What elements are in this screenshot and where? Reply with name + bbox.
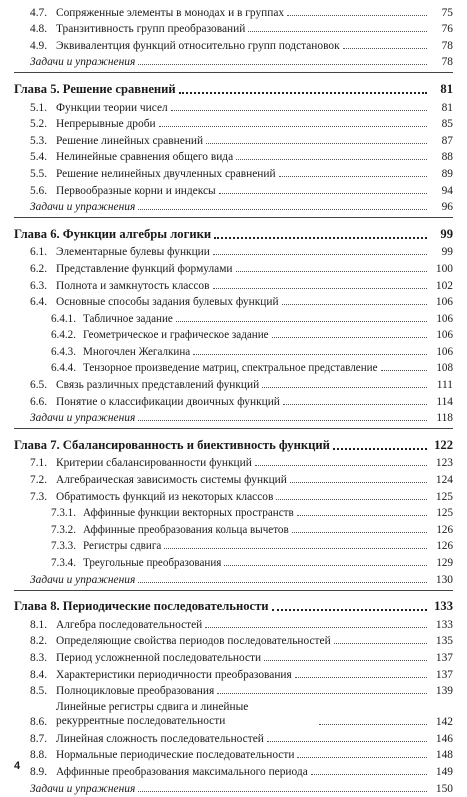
toc-entry-page: 149 xyxy=(435,765,453,778)
dot-leader xyxy=(219,193,427,194)
toc-entry-page: 94 xyxy=(441,184,453,197)
toc-entry-title: Характеристики периодичности преобразования xyxy=(56,668,292,681)
dot-leader xyxy=(248,31,427,32)
toc-entry xyxy=(0,327,467,344)
page-number: 4 xyxy=(14,760,21,772)
toc-entry xyxy=(0,165,467,182)
toc-entry-number: 8.9. xyxy=(30,765,48,778)
toc-entry-title: Решение нелинейных двучленных сравнений xyxy=(56,167,276,180)
dot-leader xyxy=(319,724,427,725)
toc-chapter xyxy=(0,78,467,99)
toc-entry-body xyxy=(14,82,429,97)
toc-entry xyxy=(0,488,467,505)
toc-entry-body xyxy=(30,783,429,795)
toc-entry xyxy=(0,116,467,133)
toc-entry xyxy=(0,633,467,650)
dot-leader xyxy=(262,387,427,388)
toc-entry-body xyxy=(30,619,429,631)
toc-entry-page: 85 xyxy=(441,118,453,131)
toc-entry-title: Задачи и упражнения xyxy=(30,412,136,425)
toc-entry-page: 89 xyxy=(441,167,453,180)
dot-leader xyxy=(214,237,427,239)
dot-leader xyxy=(179,92,427,94)
toc-entry-title: Линейная сложность последовательностей xyxy=(56,732,264,745)
toc-entry xyxy=(0,360,467,377)
chapter-separator xyxy=(14,428,453,429)
toc-entry-page: 125 xyxy=(435,490,453,503)
dot-leader xyxy=(217,693,427,694)
toc-entry-page: 78 xyxy=(441,39,453,52)
toc-entry-number: 5.2. xyxy=(30,118,48,131)
dot-leader xyxy=(333,448,427,450)
toc-entry-body xyxy=(30,135,429,147)
toc-entry-title: Многочлен Жегалкина xyxy=(83,345,191,358)
toc-entry-page: 118 xyxy=(436,412,453,425)
toc-exercises xyxy=(0,780,467,797)
toc-entry-number: 5.6. xyxy=(30,184,48,197)
toc-entry-page: 126 xyxy=(436,523,453,536)
toc-entry-number: 5.1. xyxy=(30,101,48,114)
toc-chapter xyxy=(0,223,467,244)
toc-entry-number: 6.5. xyxy=(30,379,48,392)
toc-exercises xyxy=(0,410,467,427)
dot-leader xyxy=(282,304,427,305)
dot-leader xyxy=(334,643,427,644)
toc-entry-number: 6.6. xyxy=(30,395,48,408)
toc-entry-title: Функции теории чисел xyxy=(56,101,168,114)
toc-entry-number: 5.4. xyxy=(30,151,48,164)
toc-exercises xyxy=(0,199,467,216)
toc-entry-title: Задачи и упражнения xyxy=(30,782,136,795)
toc-entry-number: 6.4.2. xyxy=(51,329,76,342)
toc-entry xyxy=(0,730,467,747)
toc-entry xyxy=(0,393,467,410)
dot-leader xyxy=(138,64,427,65)
dot-leader xyxy=(292,532,427,533)
dot-leader xyxy=(138,582,427,583)
toc-entry-page: 76 xyxy=(441,23,453,36)
toc-entry-page: 123 xyxy=(435,457,453,470)
toc-entry-title: Основные способы задания булевых функций xyxy=(56,296,279,309)
toc-entry-body xyxy=(30,40,429,52)
toc-entry-title: Нелинейные сравнения общего вида xyxy=(56,151,234,164)
dot-leader xyxy=(159,126,427,127)
toc-entry xyxy=(0,132,467,149)
toc-entry-body xyxy=(30,685,429,697)
toc-entry-number: 7.2. xyxy=(30,474,48,487)
toc-entry-body xyxy=(51,346,429,358)
toc-entry xyxy=(0,21,467,38)
toc-entry-body xyxy=(30,118,429,130)
toc-entry-number: 8.2. xyxy=(30,635,48,648)
toc-entry-page: 106 xyxy=(436,329,453,342)
toc-entry xyxy=(0,343,467,360)
toc-entry-number: 7.1. xyxy=(30,457,48,470)
toc-entry-page: 111 xyxy=(436,379,453,392)
dot-leader xyxy=(264,660,427,661)
toc-entry-number: 7.3. xyxy=(30,490,48,503)
dot-leader xyxy=(311,774,427,775)
toc-entry-body xyxy=(30,457,429,469)
toc-entry-body xyxy=(30,700,429,728)
toc-entry-page: 81 xyxy=(440,81,453,96)
toc-entry-title: Нормальные периодические последовательности xyxy=(56,749,295,762)
toc-entry-body xyxy=(30,280,429,292)
dot-leader xyxy=(193,354,427,355)
dot-leader xyxy=(295,677,427,678)
toc-entry-page: 78 xyxy=(441,56,453,69)
toc-entry-body xyxy=(30,56,429,68)
toc-entry-number: 8.4. xyxy=(30,668,48,681)
dot-leader xyxy=(138,420,427,421)
dot-leader xyxy=(206,143,427,144)
toc-entry-body xyxy=(30,574,429,586)
dot-leader xyxy=(290,482,427,483)
toc-entry-page: 106 xyxy=(436,312,453,325)
toc-entry-title: Глава 6. Функции алгебры логики xyxy=(14,226,212,241)
toc-entry-number: 7.3.2. xyxy=(51,523,76,536)
dot-leader xyxy=(171,110,427,111)
toc-entry-number: 7.3.4. xyxy=(51,557,76,569)
toc-entry-page: 102 xyxy=(435,279,453,292)
toc-exercises xyxy=(0,571,467,588)
dot-leader xyxy=(272,337,427,338)
toc-entry-title: Элементарные булевы функции xyxy=(56,246,210,259)
dot-leader xyxy=(267,741,427,742)
toc-entry-body xyxy=(30,379,429,391)
toc-entry-number: 6.4.3. xyxy=(51,345,76,358)
toc-entry-page: 133 xyxy=(435,618,453,631)
toc-entry-number: 4.7. xyxy=(30,6,48,19)
toc-entry-page: 142 xyxy=(435,716,453,729)
toc-entry-page: 88 xyxy=(441,151,453,164)
toc-entry-body xyxy=(14,599,429,614)
toc-entry-title: Непрерывные дроби xyxy=(56,118,156,131)
toc-entry-title: Регистры сдвига xyxy=(83,540,162,553)
dot-leader xyxy=(138,209,427,210)
dot-leader xyxy=(236,159,427,160)
toc-entry-title: Транзитивность групп преобразований xyxy=(56,23,246,36)
toc-entry xyxy=(0,666,467,683)
toc-entry-title: Аффинные функции векторных пространств xyxy=(83,507,294,520)
toc-chapter xyxy=(0,434,467,455)
toc-entry-title: Алгебраическая зависимость системы функций xyxy=(56,474,287,487)
toc-entry-number: 6.4.4. xyxy=(51,362,76,375)
dot-leader xyxy=(297,515,427,516)
table-of-contents xyxy=(0,4,467,797)
dot-leader xyxy=(272,609,427,611)
dot-leader xyxy=(255,465,427,466)
toc-entry-body xyxy=(30,396,429,408)
toc-entry-title: Период усложненной последовательности xyxy=(56,651,262,664)
toc-entry-title: Геометрическое и графическое задание xyxy=(83,329,269,342)
toc-entry-page: 124 xyxy=(435,474,453,487)
toc-entry-title: Задачи и упражнения xyxy=(30,201,136,214)
toc-entry-number: 8.7. xyxy=(30,732,48,745)
toc-entry xyxy=(0,554,467,571)
toc-chapter xyxy=(0,596,467,617)
toc-entry xyxy=(0,376,467,393)
dot-leader xyxy=(283,404,427,405)
toc-entry xyxy=(0,455,467,472)
toc-entry-body xyxy=(14,438,429,453)
toc-entry xyxy=(0,538,467,555)
toc-entry-number: 8.8. xyxy=(30,749,48,762)
toc-entry-page: 99 xyxy=(441,246,453,259)
chapter-separator xyxy=(14,72,453,73)
toc-entry xyxy=(0,616,467,633)
toc-entry-number: 6.1. xyxy=(30,246,48,259)
toc-entry-body xyxy=(14,227,429,242)
toc-entry-number: 8.1. xyxy=(30,618,48,631)
toc-entry-title: Связь различных представлений функций xyxy=(56,379,260,392)
toc-entry-title: Решение линейных сравнений xyxy=(56,134,204,147)
toc-entry-page: 125 xyxy=(436,507,453,520)
toc-entry-body xyxy=(30,296,429,308)
toc-entry-page: 146 xyxy=(435,732,453,745)
toc-entry-number: 8.5. xyxy=(30,685,48,698)
dot-leader xyxy=(138,791,427,792)
dot-leader xyxy=(381,370,428,371)
toc-entry-title: Эквивалентция функций относительно групп подстановок xyxy=(56,39,340,52)
toc-entry xyxy=(0,505,467,522)
toc-entry-title: Глава 8. Периодические последовательности xyxy=(14,599,269,614)
toc-entry xyxy=(0,99,467,116)
chapter-separator xyxy=(14,590,453,591)
toc-entry-page: 106 xyxy=(436,345,453,358)
toc-entry xyxy=(0,149,467,166)
toc-entry-page: 135 xyxy=(435,635,453,648)
toc-entry-title: Задачи и упражнения xyxy=(30,573,136,586)
toc-entry-title: Глава 7. Сбалансированность и биективность функций xyxy=(14,437,330,452)
toc-entry-body xyxy=(30,7,429,19)
toc-entry-number: 4.9. xyxy=(30,39,48,52)
toc-entry-page: 100 xyxy=(435,262,453,275)
dot-leader xyxy=(236,271,427,272)
toc-entry-title: Определяющие свойства периодов последовательностей xyxy=(56,635,331,648)
toc-entry-body xyxy=(51,313,429,325)
toc-entry-title: Полноцикловые преобразования xyxy=(56,685,215,698)
toc-entry-number: 6.3. xyxy=(30,279,48,292)
toc-entry-body xyxy=(51,329,429,341)
toc-entry-title: Алгебра последовательностей xyxy=(56,618,203,631)
toc-entry-title: Глава 5. Решение сравнений xyxy=(14,81,176,96)
toc-entry-page: 126 xyxy=(436,540,453,553)
toc-entry-number: 7.3.1. xyxy=(51,507,76,520)
toc-entry-number: 6.4.1. xyxy=(51,312,76,325)
toc-entry xyxy=(0,763,467,780)
toc-entry xyxy=(0,699,467,730)
toc-entry xyxy=(0,747,467,764)
toc-entry-title: Полнота и замкнутость классов xyxy=(56,279,210,292)
toc-entry-body xyxy=(30,246,429,258)
toc-entry-number: 6.2. xyxy=(30,262,48,275)
toc-entry-body xyxy=(30,201,429,213)
toc-entry-page: 137 xyxy=(435,651,453,664)
dot-leader xyxy=(164,548,427,549)
toc-entry-number: 6.4. xyxy=(30,296,48,309)
toc-entry-number: 7.3.3. xyxy=(51,540,76,553)
toc-entry-title: Сопряженные элементы в монодах и в группах xyxy=(56,6,285,19)
toc-entry-title: Обратимость функций из некоторых классов xyxy=(56,490,274,503)
dot-leader xyxy=(176,321,427,322)
toc-entry-body xyxy=(30,635,429,647)
toc-entry-body xyxy=(30,23,429,35)
toc-entry-page: 148 xyxy=(435,749,453,762)
toc-entry xyxy=(0,310,467,327)
toc-entry-title: Понятие о классификации двоичных функций xyxy=(56,395,280,408)
toc-entry xyxy=(0,182,467,199)
toc-entry-body xyxy=(30,474,429,486)
toc-entry-page: 96 xyxy=(441,201,453,214)
toc-entry-title: Первообразные корни и индексы xyxy=(56,184,216,197)
toc-exercises xyxy=(0,54,467,71)
toc-entry-body xyxy=(30,669,429,681)
toc-entry xyxy=(0,37,467,54)
toc-entry xyxy=(0,294,467,311)
toc-entry-page: 99 xyxy=(440,226,453,241)
toc-entry-body xyxy=(30,652,429,664)
toc-entry xyxy=(0,4,467,21)
dot-leader xyxy=(213,254,427,255)
dot-leader xyxy=(213,288,428,289)
toc-entry xyxy=(0,244,467,261)
chapter-separator xyxy=(14,217,453,218)
toc-entry-title: Тензорное произведение матриц, спектральное представление xyxy=(83,362,378,375)
toc-entry-number: 5.5. xyxy=(30,167,48,180)
toc-entry-body xyxy=(30,733,429,745)
toc-entry xyxy=(0,521,467,538)
toc-entry-title: Табличное задание xyxy=(83,312,173,325)
toc-entry-page: 106 xyxy=(435,296,453,309)
toc-entry-title: Линейные регистры сдвига и линейные рекуррентные последовательности xyxy=(56,701,249,728)
toc-entry-page: 75 xyxy=(441,6,453,19)
toc-entry xyxy=(0,683,467,700)
dot-leader xyxy=(276,499,427,500)
toc-entry-page: 122 xyxy=(434,437,453,452)
dot-leader xyxy=(205,627,427,628)
toc-entry-title: Треугольные преобразования xyxy=(83,557,222,569)
dot-leader xyxy=(224,565,427,566)
toc-entry-title: Критерии сбалансированности функций xyxy=(56,457,252,470)
toc-entry-body xyxy=(30,185,429,197)
dot-leader xyxy=(343,48,427,49)
toc-entry xyxy=(0,277,467,294)
toc-entry-body xyxy=(51,507,429,519)
toc-entry-page: 137 xyxy=(435,668,453,681)
toc-entry-number: 4.8. xyxy=(30,23,48,36)
dot-leader xyxy=(287,15,427,16)
toc-entry-page: 87 xyxy=(441,134,453,147)
toc-entry-body xyxy=(51,557,429,569)
toc-entry-title: Задачи и упражнения xyxy=(30,56,136,69)
toc-entry-body xyxy=(51,524,429,536)
toc-entry-page: 129 xyxy=(436,557,453,569)
toc-entry xyxy=(0,649,467,666)
toc-entry-page: 139 xyxy=(435,685,453,698)
toc-entry-body xyxy=(30,491,429,503)
toc-entry-title: Аффинные преобразования кольца вычетов xyxy=(83,523,289,536)
toc-entry-body xyxy=(30,749,429,761)
toc-entry-number: 8.6. xyxy=(30,716,48,729)
toc-entry-body xyxy=(30,263,429,275)
toc-entry-number: 5.3. xyxy=(30,134,48,147)
toc-entry-number: 8.3. xyxy=(30,651,48,664)
toc-entry-body xyxy=(30,412,429,424)
toc-entry-page: 81 xyxy=(441,101,453,114)
toc-entry-page: 114 xyxy=(436,395,453,408)
toc-entry-page: 150 xyxy=(435,782,453,795)
dot-leader xyxy=(297,757,427,758)
toc-entry xyxy=(0,471,467,488)
dot-leader xyxy=(279,176,427,177)
toc-entry-title: Представление функций формулами xyxy=(56,262,233,275)
toc-entry-page: 108 xyxy=(436,362,453,375)
toc-entry-title: Аффинные преобразования максимального периода xyxy=(56,765,308,778)
toc-entry-page: 133 xyxy=(434,599,453,614)
toc-entry xyxy=(0,260,467,277)
toc-entry-body xyxy=(30,766,429,778)
toc-entry-page: 130 xyxy=(435,573,453,586)
toc-entry-body xyxy=(30,151,429,163)
toc-entry-body xyxy=(51,540,429,552)
toc-entry-body xyxy=(30,102,429,114)
toc-entry-body xyxy=(51,362,429,374)
toc-entry-body xyxy=(30,168,429,180)
